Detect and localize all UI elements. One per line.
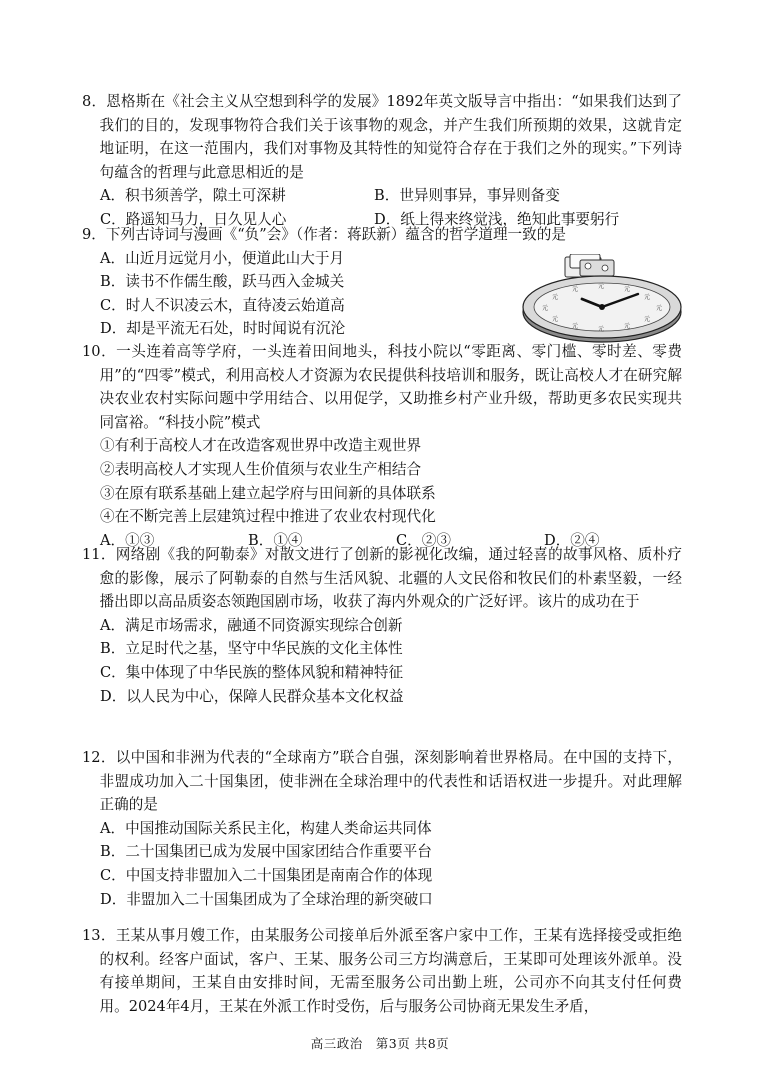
question-10-option-a: A．①③ (100, 531, 155, 549)
question-11-stem: 11．网络剧《我的阿勒泰》对散文进行了创新的影视化改编，通过轻喜的故事风格、质朴疗愈的影像，展示了阿勒泰的自然与生活风貌、北疆的人文民俗和牧民们的朴素坚毅，一经播出即以高品质姿态领跑国剧市场，收获了海内外观众的广泛好评。该片的成功在于 (82, 546, 682, 611)
question-10-item-3: ③在原有联系基础上建立起学府与田间新的具体联系 (100, 484, 436, 502)
page-footer: 高三政治 第3页 共8页 (310, 1036, 450, 1051)
question-10-stem: 10．一头连着高等学府，一头连着田间地头，科技小院以“零距离、零门槛、零时差、零费用”的“四零”模式，利用高校人才资源为农民提供科技培训和服务，既让高校人才在研究解决农业农村实际问题中学用结合、以用促学，又助推乡村产业升级，帮助更多农民实现共同富裕。“科技小院”模式 (82, 343, 682, 431)
question-10-option-b: B．①④ (248, 531, 303, 549)
question-9-option-d: D．却是平流无石处，时时闻说有沉沦 (100, 320, 346, 338)
question-12-option-c: C．中国支持非盟加入二十国集团是南南合作的体现 (100, 866, 433, 884)
svg-text:元: 元 (644, 294, 651, 301)
question-12-option-a: A．中国推动国际关系民主化，构建人类命运共同体 (100, 819, 432, 837)
svg-text:元: 元 (624, 286, 631, 293)
svg-text:元: 元 (598, 326, 605, 333)
question-9-option-c: C．时人不识凌云木，直待凌云始道高 (100, 296, 345, 314)
question-12-option-d: D．非盟加入二十国集团成为了全球治理的新突破口 (100, 890, 433, 908)
question-8-option-b: B．世异则事异，事异则备变 (374, 187, 560, 205)
question-12-option-b: B．二十国集团已成为发展中国家团结合作重要平台 (100, 843, 432, 861)
question-8 (82, 90, 682, 232)
question-10-item-4: ④在不断完善上层建筑过程中推进了农业农村现代化 (100, 508, 436, 526)
question-9-stem: 9．下列古诗词与漫画《“负”会》（作者：蒋跃新）蕴含的哲学道理一致的是 (82, 226, 566, 243)
question-13-stem: 13．王某从事月嫂工作，由某服务公司接单后外派至客户家中工作，王某有选择接受或拒绝的权利。经客户面试，客户、王某、服务公司三方均满意后，王某即可处理该外派单。没有接单期间，王某自由安排时间，无需至服务公司出勤上班，公司亦不向其支付任何费用。2024年4月，王某在外派工作时受伤，后与服务公司协商无果发生矛盾， (82, 927, 682, 1015)
svg-text:元: 元 (572, 323, 579, 330)
question-10-option-c: C．②③ (396, 531, 451, 549)
question-10 (82, 340, 682, 552)
question-12-options (82, 817, 682, 911)
question-8-option-c: C．路遥知马力，日久见人心 (100, 210, 287, 228)
question-10-item-2: ②表明高校人才实现人生价值须与农业生产相结合 (100, 460, 422, 478)
question-11 (82, 543, 682, 708)
question-10-items (82, 434, 682, 528)
question-11-option-b: B．立足时代之基，坚守中华民族的文化主体性 (100, 640, 403, 658)
question-8-option-d: D．纸上得来终觉浅，绝知此事要躬行 (374, 210, 620, 228)
question-12-stem: 12．以中国和非洲为代表的“全球南方”联合自强，深刻影响着世界格局。在中国的支持下，非盟成功加入二十国集团，使非洲在全球治理中的代表性和话语权进一步提升。对此理解正确的是 (82, 749, 682, 814)
money-pile-icon (565, 254, 614, 277)
svg-text:元: 元 (572, 286, 579, 293)
question-10-item-1: ①有利于高校人才在改造客观世界中改造主观世界 (100, 437, 422, 455)
question-8-option-a: A．积书须善学，隙土可深耕 (100, 187, 286, 205)
question-13 (82, 924, 682, 1018)
question-10-option-d: D．②④ (544, 531, 600, 549)
svg-text:元: 元 (542, 305, 549, 312)
question-11-options (82, 614, 682, 708)
question-12 (82, 746, 682, 911)
question-8-stem: 8．恩格斯在《社会主义从空想到科学的发展》1892年英文版导言中指出：“如果我们达到了我们的目的，发现事物符合我们关于该事物的观念，并产生我们所预期的效果，这就肯定地证明，在这一范围内，我们对事物及其特性的知觉符合存在于我们之外的现实。”下列诗句蕴含的哲理与此意思相近的是 (82, 93, 682, 181)
svg-text:元: 元 (624, 323, 631, 330)
question-9-option-a: A．山近月远觉月小，便道此山大于月 (100, 249, 345, 267)
question-11-option-d: D．以人民为中心，保障人民群众基本文化权益 (100, 687, 404, 705)
question-11-option-c: C．集中体现了中华民族的整体风貌和精神特征 (100, 663, 404, 681)
cartoon-clock-illustration (520, 254, 684, 344)
question-9-option-b: B．读书不作儒生酸，跃马西入金城关 (100, 273, 345, 291)
svg-text:元: 元 (552, 316, 559, 323)
svg-text:元: 元 (644, 316, 651, 323)
svg-text:元: 元 (656, 305, 663, 312)
question-11-option-a: A．满足市场需求，融通不同资源实现综合创新 (100, 616, 403, 634)
svg-text:元: 元 (598, 283, 605, 290)
svg-text:元: 元 (552, 294, 559, 301)
